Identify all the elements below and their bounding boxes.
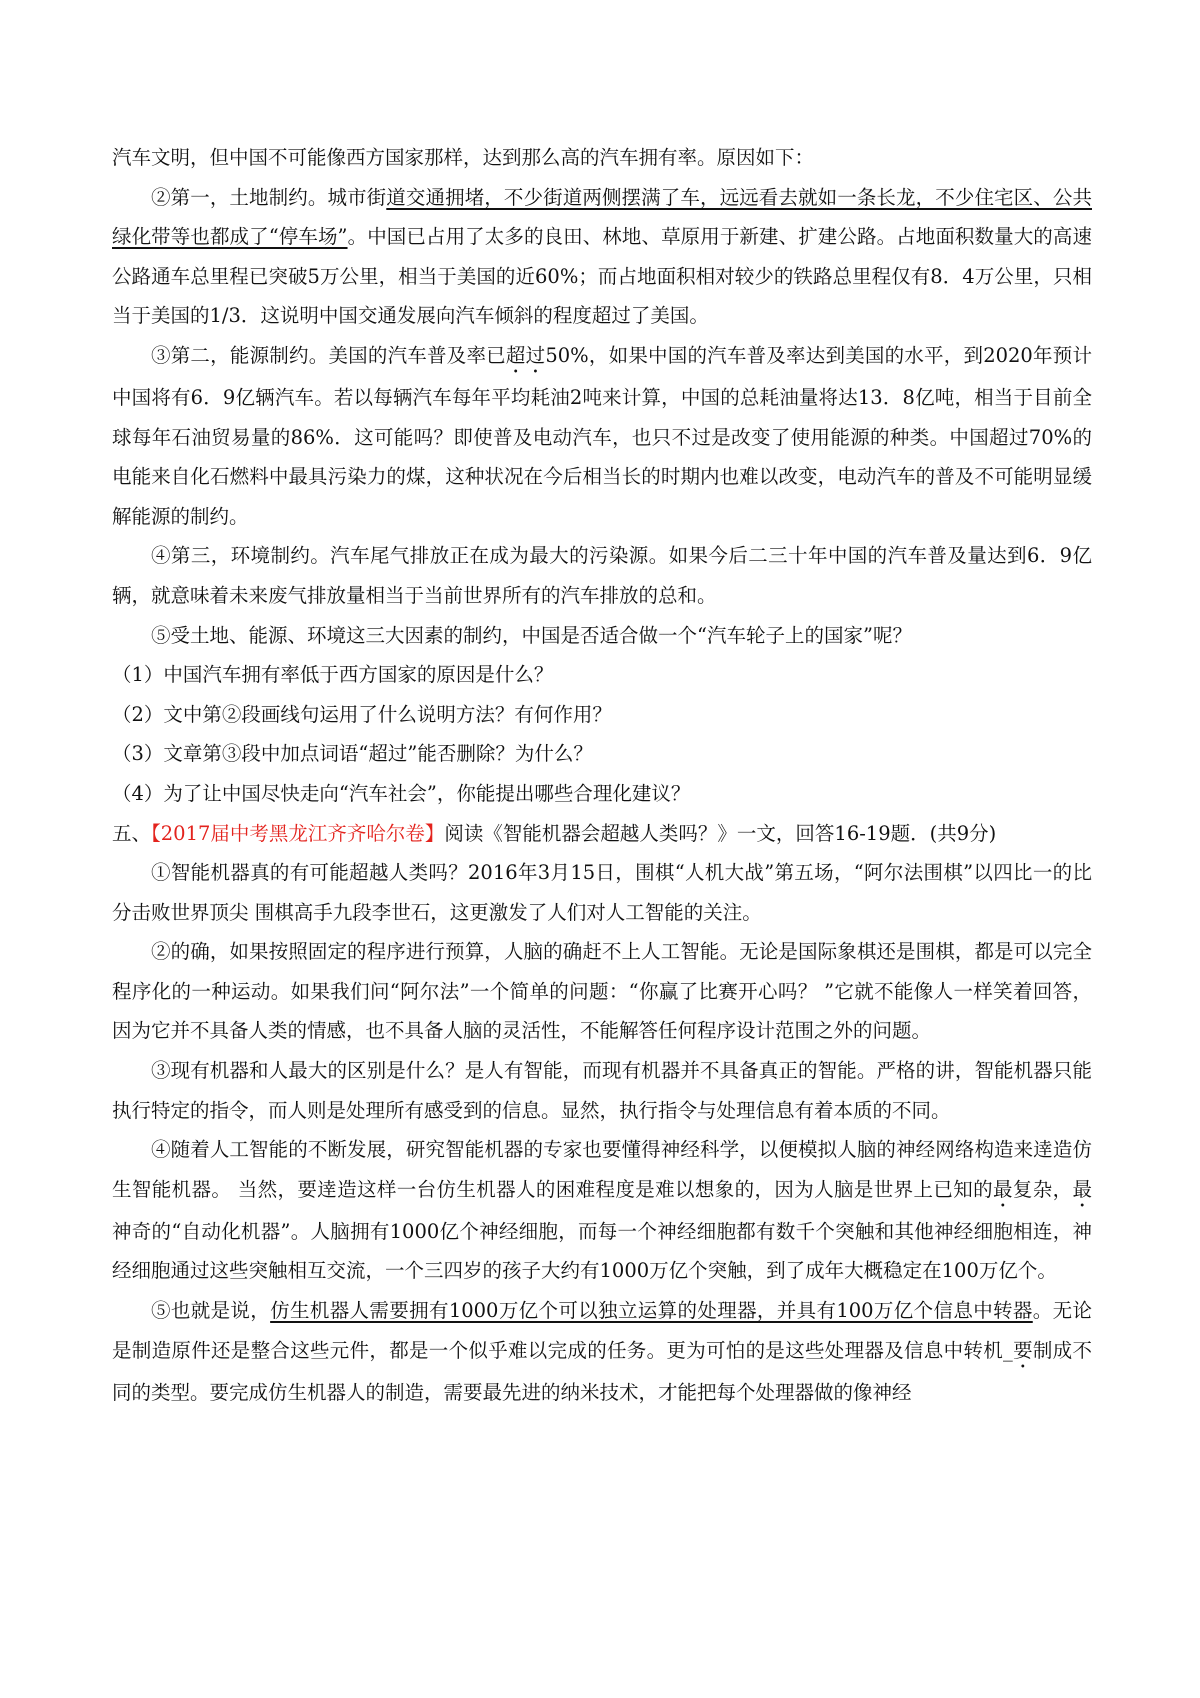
source-label: 【2017届中考黑龙江齐齐哈尔卷】 (151, 821, 445, 845)
article-paragraph-5-text-b: 。无论是制造原件还是整合这些元件，都是一个似乎难以完成的任务。更为可怕的是这些处理器及信息中转机_ (112, 1299, 1092, 1362)
paragraph-2-text-b: 。中国已占用了太多的良田、林地、草原用于新建、扩建公路。占地面积数量大的高速公路通车总里程已突破5万公里，相当于美国的近60%；而占地面积相对较少的铁路总里程仅有8．4万公里，只相当于美国的1/3．这说明中国交通发展向汽车倾斜的程度超过了美国。 (112, 225, 1092, 328)
paragraph-5: ⑤受土地、能源、环境这三大因素的制约，中国是否适合做一个“汽车轮子上的国家”呢？ (151, 623, 912, 647)
paragraph-intro: 汽车文明，但中国不可能像西方国家那样，达到那么高的汽车拥有率。原因如下： (112, 146, 815, 169)
article-paragraph-2: ②的确，如果按照固定的程序进行预算，人脑的确赶不上人工智能。无论是国际象棋还是围棋，都是可以完全程序化的一种运动。如果我们问“阿尔法”一个简单的问题：“你赢了比赛开心吗？ ”它就不能像人一样笑着回答，因为它并不具备人类的情感，也不具备人脑的灵活性，不能解答任何程序设计范围之外的问题。 (112, 940, 1092, 1043)
article-paragraph-5 (112, 1291, 1092, 1412)
dotted-word-yao: 要 (1012, 1338, 1033, 1362)
article-paragraph-4-text-a: ④随着人工智能的不断发展，研究智能机器的专家也要懂得神经科学，以便模拟人脑的神经网络构造来逹造仿生智能机器。 当然，要逹造这样一台仿生机器人的困难程度是难以想象的，因为人脑是世界上已知的 (112, 1138, 1092, 1201)
paragraph-3 (112, 336, 1092, 536)
paragraph-3-text-a: ③第二，能源制约。美国的汽车普及率已 (151, 343, 506, 367)
article-paragraph-1: ①智能机器真的有可能超越人类吗？2016年3月15日，围棋“人机大战”第五场，“阿尔法围棋”以四比一的比分击败世界顶尖 围棋高手九段李世石，这更激发了人们对人工智能的关注。 (112, 861, 1092, 924)
document-body (112, 138, 1092, 1412)
section-instruction: 阅读《智能机器会超越人类吗？》一文，回答16-19题．(共9分) (444, 821, 997, 845)
section-number: 五、 (112, 821, 152, 845)
question-3: （3）文章第③段中加点词语“超过”能否删除？为什么？ (112, 742, 593, 766)
section-5-heading (112, 814, 1092, 854)
question-2: （2）文中第②段画线句运用了什么说明方法？有何作用？ (112, 702, 612, 726)
article-paragraph-5-text-c: 制成不同的类型。要完成仿生机器人的制造，需要最先进的纳米技术，才能把每个处理器做的像神经 (112, 1338, 1092, 1404)
underlined-sentence-2: 仿生机器人需要拥有1000万亿个可以独立运算的处理器，并具有100万亿个信息中转器 (270, 1299, 1033, 1323)
underlined-sentence: 道交通拥堵，不少街道两侧摆满了车，远远看去就如一条长龙，不少住宅区、公共绿化带等也都成了“停车场” (112, 185, 1092, 249)
article-paragraph-4 (112, 1130, 1092, 1291)
question-1: （1）中国汽车拥有率低于西方国家的原因是什么？ (112, 663, 554, 687)
article-paragraph-4-text-c: 神奇的“自动化机器”。人脑拥有1000亿个神经细胞，而每一个神经细胞都有数千个突触和其他神经细胞相连，神经细胞通过这些突触相互交流，一个三四岁的孩子大约有1000万亿个突触，到了成年大概稳定在100万亿个。 (112, 1219, 1092, 1283)
dotted-word-zui-2: 最 (1072, 1177, 1092, 1201)
dotted-word-zui-1: 最 (992, 1177, 1013, 1201)
paragraph-3-text-b: 50%，如果中国的汽车普及率达到美国的水平，到2020年预计中国将有6．9亿辆汽车。若以每辆汽车每年平均耗油2吨来计算，中国的总耗油量将达13．8亿吨，相当于目前全球每年石油贸易量的86%．这可能吗？即使普及电动汽车，也只不过是改变了使用能源的种类。中国超过70%的电能来自化石燃料中最具污染力的煤，这种状况在今后相当长的时期内也难以改变，电动汽车的普及不可能明显缓解能源的制约。 (112, 343, 1092, 528)
dotted-word-chaoguo: 超过 (505, 343, 546, 367)
paragraph-2 (112, 178, 1092, 336)
article-paragraph-5-text-a: ⑤也就是说， (151, 1299, 271, 1323)
question-4: （4）为了让中国尽快走向“汽车社会”，你能提出哪些合理化建议？ (112, 781, 691, 805)
paragraph-4: ④第三，环境制约。汽车尾气排放正在成为最大的污染源。如果今后二三十年中国的汽车普及量达到6．9亿辆，就意味着未来废气排放量相当于当前世界所有的汽车排放的总和。 (112, 544, 1092, 607)
article-paragraph-4-text-b: 复杂， (1012, 1177, 1073, 1201)
paragraph-2-text-a: ②第一，土地制约。城市街 (151, 185, 387, 209)
article-paragraph-3: ③现有机器和人最大的区别是什么？是人有智能，而现有机器并不具备真正的智能。严格的讲，智能机器只能执行特定的指令，而人则是处理所有感受到的信息。显然，执行指令与处理信息有着本质的不同。 (112, 1059, 1092, 1122)
